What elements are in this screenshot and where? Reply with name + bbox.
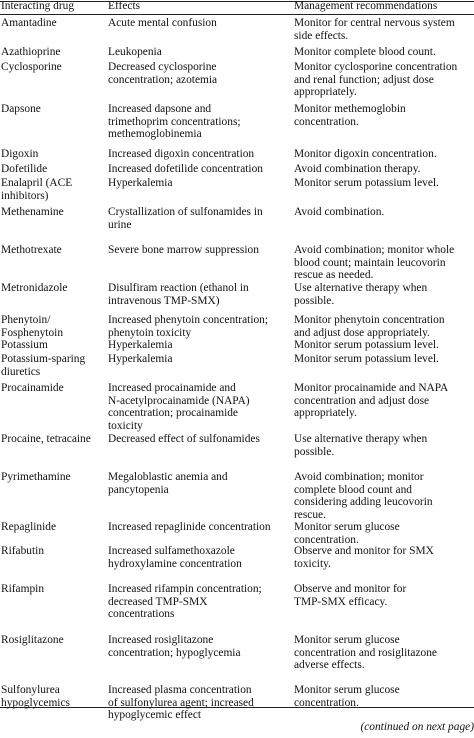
cell-effects: Hyperkalemia [108, 339, 173, 351]
cell-effects: Increased procainamide and N-acetylprocainamide (NAPA) concentration; procainamide toxicity [108, 382, 250, 432]
table-bottom-rule [0, 707, 474, 708]
cell-effects: Increased dofetilide concentration [108, 163, 263, 175]
cell-effects: Increased rosiglitazone concentration; hypoglycemia [108, 634, 241, 659]
header-interacting-drug: Interacting drug [1, 0, 75, 12]
cell-effects: Hyperkalemia [108, 353, 173, 365]
cell-management: Monitor serum glucose concentration. [294, 684, 400, 709]
cell-effects: Increased phenytoin concentration; phenytoin toxicity [108, 314, 269, 339]
cell-effects: Increased repaglinide concentration [108, 521, 271, 533]
cell-effects: Acute mental confusion [108, 17, 217, 29]
cell-management: Monitor phenytoin concentration and adjust dose appropriately. [294, 314, 445, 339]
cell-management: Monitor complete blood count. [294, 46, 436, 58]
cell-interacting-drug: Digoxin [1, 148, 39, 160]
cell-effects: Megaloblastic anemia and pancytopenia [108, 471, 228, 496]
cell-management: Use alternative therapy when possible. [294, 433, 428, 458]
cell-management: Avoid combination; monitor complete blood count and considering adding leucovorin rescue. [294, 471, 433, 521]
cell-interacting-drug: Potassium-sparing diuretics [1, 353, 86, 378]
cell-interacting-drug: Rifampin [1, 583, 45, 595]
cell-interacting-drug: Potassium [1, 339, 48, 351]
cell-interacting-drug: Enalapril (ACE inhibitors) [1, 177, 73, 202]
cell-management: Monitor serum glucose concentration and rosiglitazone adverse effects. [294, 634, 437, 672]
cell-effects: Decreased cyclosporine concentration; azotemia [108, 61, 218, 86]
cell-effects: Crystallization of sulfonamides in urine [108, 206, 263, 231]
cell-management: Monitor serum potassium level. [294, 353, 439, 365]
cell-interacting-drug: Phenytoin/ Fosphenytoin [1, 314, 64, 339]
cell-effects: Increased plasma concentration of sulfonylurea agent; increased hypoglycemic effect [108, 684, 254, 722]
cell-management: Monitor procainamide and NAPA concentration and adjust dose appropriately. [294, 382, 449, 420]
cell-interacting-drug: Sulfonylurea hypoglycemics [1, 684, 70, 709]
cell-effects: Severe bone marrow suppression [108, 244, 259, 256]
cell-interacting-drug: Metronidazole [1, 282, 68, 294]
cell-effects: Decreased effect of sulfonamides [108, 433, 260, 445]
cell-interacting-drug: Dofetilide [1, 163, 48, 175]
cell-interacting-drug: Procainamide [1, 382, 64, 394]
cell-interacting-drug: Rosiglitazone [1, 634, 64, 646]
cell-effects: Leukopenia [108, 46, 162, 58]
cell-interacting-drug: Azathioprine [1, 46, 61, 58]
cell-effects: Increased digoxin concentration [108, 148, 255, 160]
cell-interacting-drug: Dapsone [1, 103, 41, 115]
cell-interacting-drug: Amantadine [1, 17, 57, 29]
header-effects: Effects [108, 0, 141, 12]
cell-management: Monitor serum potassium level. [294, 177, 439, 189]
cell-management: Avoid combination; monitor whole blood count; maintain leucovorin rescue as needed. [294, 244, 455, 282]
cell-interacting-drug: Pyrimethamine [1, 471, 71, 483]
cell-interacting-drug: Rifabutin [1, 545, 45, 557]
cell-management: Monitor digoxin concentration. [294, 148, 437, 160]
cell-interacting-drug: Methenamine [1, 206, 64, 218]
cell-management: Monitor serum potassium level. [294, 339, 439, 351]
cell-interacting-drug: Cyclosporine [1, 61, 62, 73]
cell-effects: Hyperkalemia [108, 177, 173, 189]
cell-management: Observe and monitor for SMX toxicity. [294, 545, 434, 570]
cell-management: Avoid combination. [294, 206, 385, 218]
cell-interacting-drug: Procaine, tetracaine [1, 433, 91, 445]
cell-management: Monitor cyclosporine concentration and renal function; adjust dose appropriately. [294, 61, 458, 99]
header-management-recommendations: Management recommendations [294, 0, 438, 12]
cell-management: Observe and monitor for TMP-SMX efficacy. [294, 583, 407, 608]
cell-management: Use alternative therapy when possible. [294, 282, 428, 307]
cell-interacting-drug: Repaglinide [1, 521, 57, 533]
cell-management: Monitor serum glucose concentration. [294, 521, 400, 546]
cell-effects: Disulfiram reaction (ethanol in intravenous TMP-SMX) [108, 282, 249, 307]
cell-management: Monitor for central nervous system side effects. [294, 17, 455, 42]
cell-effects: Increased rifampin concentration; decreased TMP-SMX concentrations [108, 583, 262, 621]
cell-management: Monitor methemoglobin concentration. [294, 103, 406, 128]
cell-effects: Increased sulfamethoxazole hydroxylamine concentration [108, 545, 242, 570]
table-header-rule [0, 14, 474, 15]
cell-effects: Increased dapsone and trimethoprim concentrations; methemoglobinemia [108, 103, 241, 141]
cell-management: Avoid combination therapy. [294, 163, 421, 175]
continued-note: (continued on next page) [360, 721, 474, 733]
cell-interacting-drug: Methotrexate [1, 244, 62, 256]
